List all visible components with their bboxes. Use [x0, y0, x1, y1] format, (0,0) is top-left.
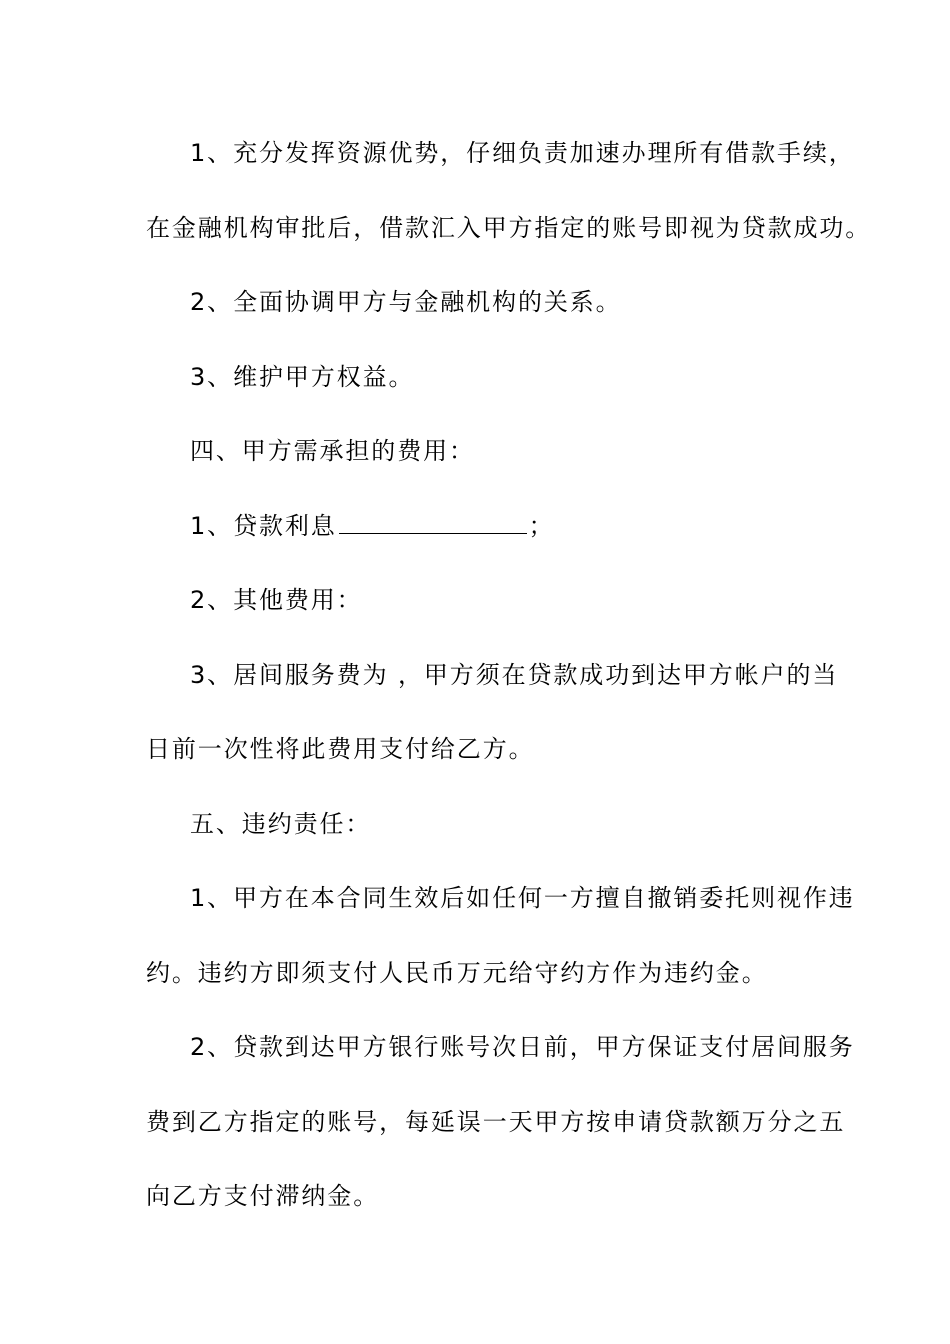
fill-in-blank [339, 511, 527, 534]
paragraph-line: 3、居间服务费为 ，甲方须在贷款成功到达甲方帐户的当 [190, 661, 839, 689]
paragraph-line: 向乙方支付滞纳金。 [146, 1182, 380, 1210]
section-heading: 五、违约责任： [190, 810, 372, 838]
paragraph-line: 1、充分发挥资源优势，仔细负责加速办理所有借款手续， [190, 139, 855, 167]
loan-interest-label: 1、贷款利息 [190, 512, 337, 540]
semicolon: ； [528, 512, 555, 540]
paragraph-line: 2、全面协调甲方与金融机构的关系。 [190, 288, 622, 316]
paragraph-line [190, 511, 850, 541]
section-heading: 四、甲方需承担的费用： [190, 437, 475, 465]
paragraph-line: 3、维护甲方权益。 [190, 363, 415, 391]
paragraph-line: 在金融机构审批后，借款汇入甲方指定的账号即视为贷款成功。 [146, 214, 872, 242]
paragraph-line: 2、其他费用： [190, 586, 363, 614]
paragraph-line: 2、贷款到达甲方银行账号次日前，甲方保证支付居间服务 [190, 1033, 855, 1061]
paragraph-line: 约。违约方即须支付人民币万元给守约方作为违约金。 [146, 959, 768, 987]
paragraph-line: 日前一次性将此费用支付给乙方。 [146, 735, 535, 763]
paragraph-line: 1、甲方在本合同生效后如任何一方擅自撤销委托则视作违 [190, 884, 855, 912]
paragraph-line: 费到乙方指定的账号，每延误一天甲方按申请贷款额万分之五 [146, 1108, 846, 1136]
